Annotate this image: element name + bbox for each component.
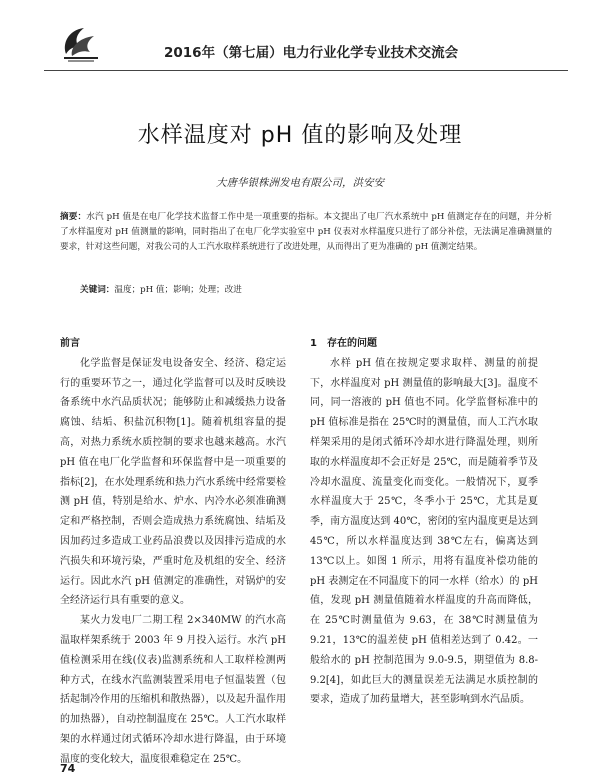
article-title: 水样温度对 pH 值的影响及处理 [137,123,463,148]
keywords-text: 温度；pH 值；影响；处理；改进 [114,285,242,295]
abstract [60,210,552,255]
conference-header [44,18,564,70]
keywords [80,283,550,295]
foreword-heading: 前言 [60,338,80,349]
page-number: 74 [60,762,76,775]
header-divider [44,70,568,71]
foreword-paragraph-1: 化学监督是保证发电设备安全、经济、稳定运行的重要环节之一，通过化学监督可以及时反映设备系统中水汽品质状况；能够防止和减缓热力设备腐蚀、结垢、积盐沉积物[1]。随着机组容量的提高，对热力系统水质控制的要求也越来越高。水汽 pH 值在电厂化学监督和环保监督中是一项重要的指标[2]，在水处理系统和热力汽水系统中经常要检测 pH 值，特别是给水、炉水、内冷水必须准确测定和严格控制，否则会造成热力系统腐蚀、结垢及因加药过多造成工业药品浪费以及因排污造成的水汽损失和环境污染，严重时危及机组的安全、经济运行。因此水汽 pH 值测定的准确性，对锅炉的安全经济运行具有重要的意义。 [60,357,286,607]
foreword-paragraph-2: 某火力发电厂二期工程 2×340MW 的汽水高温取样架系统于 2003 年 9 月投入运行。水汽 pH 值检测采用在线(仪表)监测系统和人工取样检测两种方式，在线水汽监测装置采用电子恒温装置（包括起制冷作用的压缩机和散热器），以及起升温作用的加热器），自动控制温度在 25℃。人工汽水取样架的水样通过闭式循环冷却水进行降温，由于环境温度的变化较大，温度很难稳定在 25℃。 [60,615,286,765]
abstract-text: 水汽 pH 值是在电厂化学技术监督工作中是一项重要的指标。本文提出了电厂汽水系统中 pH 值测定存在的问题，并分析了水样温度对 pH 值测量的影响，同时指出了在电厂化学实验室中 pH 仪表对水样温度只进行了部分补偿，无法满足准确测量的要求，针对这些问题，对我公司的人工汽水取样系统进行了改进处理，从而得出了更为准确的 pH 值测定结果。 [60,212,552,252]
keywords-label: 关键词： [80,285,115,295]
section-1-heading: 1 存在的问题 [310,338,377,349]
abstract-label: 摘要： [60,212,87,222]
conference-logo-icon [58,24,102,64]
conference-title: 2016年（第七届）电力行业化学专业技术交流会 [164,45,459,61]
right-column [310,334,538,710]
section-1-paragraph: 水样 pH 值在按规定要求取样、测量的前提下，水样温度对 pH 测量值的影响最大[3]。温度不同，同一溶液的 pH 值也不同。化学监督标准中的 pH 值标准是指在 25℃时的测量值，而人工汽水取样架采用的是闭式循环冷却水进行降温处理，则所取的水样温度却不会正好是 25℃，而是随着季节及冷却水温度、流量变化而变化。一般情况下，夏季水样温度大于 25℃，冬季小于 25℃，尤其是夏季，南方温度达到 40℃，密闭的室内温度更是达到 45℃，所以水样温度达到 38℃左右，偏离达到 13℃以上。如图 1 所示，用将有温度补偿功能的 pH 表测定在不同温度下的同一水样（给水）的 pH 值，发现 pH 测量值随着水样温度的升高而降低，在 25℃时测量值为 9.63，在 38℃时测量值为 9.21，13℃的温差使 pH 值相差达到了 0.42。一般给水的 pH 控制范围为 9.0-9.5，期望值为 8.8-9.2[4]，如此巨大的测量误差无法满足水质控制的要求，造成了加药量增大，甚至影响到水汽品质。 [310,357,538,706]
article-byline: 大唐华银株洲发电有限公司，洪安安 [216,177,384,189]
left-column [60,334,286,770]
